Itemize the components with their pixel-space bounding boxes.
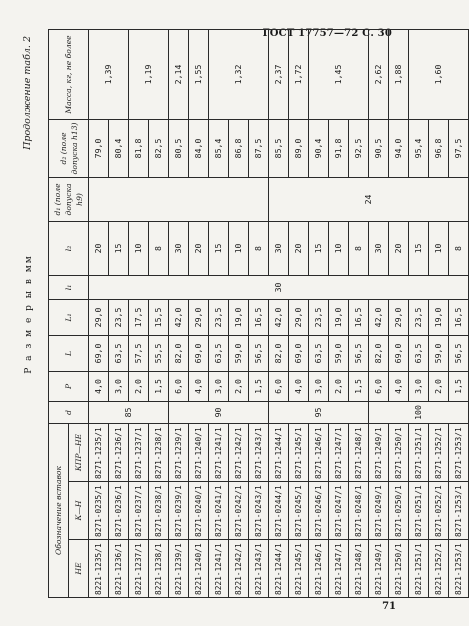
cell-l1: 16,5	[449, 299, 469, 335]
cell-l3: 8	[249, 221, 269, 275]
cell-l1: 15,5	[149, 299, 169, 335]
cell-p: 1,5	[249, 371, 269, 401]
inserts-table	[48, 29, 469, 598]
cell-l: 55,5	[149, 335, 169, 371]
cell-d: 95	[269, 401, 369, 423]
header-group: Обозначение вставок	[49, 423, 69, 597]
cell-l: 63,5	[409, 335, 429, 371]
cell-p: 1,5	[149, 371, 169, 401]
cell-d2: 89,0	[289, 119, 309, 177]
cell-kpr: 8271-1242/1	[229, 423, 249, 481]
cell-l: 59,0	[429, 335, 449, 371]
cell-kpr: 8271-1247/1	[329, 423, 349, 481]
cell-kn: 8271-0250/1	[389, 482, 409, 540]
header-d: d	[49, 401, 89, 423]
cell-l3: 30	[369, 221, 389, 275]
cell-l: 69,0	[289, 335, 309, 371]
cell-mass: 1,55	[189, 29, 209, 119]
cell-mass: 1,19	[129, 29, 169, 119]
cell-ne: 8221-1244/1	[269, 540, 289, 598]
header-d2: d₂ (поле допуска h13)	[49, 119, 89, 177]
cell-l: 69,0	[389, 335, 409, 371]
cell-l1: 42,0	[169, 299, 189, 335]
cell-kpr: 8271-1241/1	[209, 423, 229, 481]
cell-kn: 8271-0248/1	[349, 482, 369, 540]
cell-l: 69,0	[89, 335, 109, 371]
cell-p: 4,0	[89, 371, 109, 401]
cell-l1: 23,5	[209, 299, 229, 335]
cell-kn: 8271-0249/1	[369, 482, 389, 540]
table-row	[269, 29, 289, 597]
cell-mass: 2,37	[269, 29, 289, 119]
cell-ne: 8221-1243/1	[249, 540, 269, 598]
cell-kn: 8271-0246/1	[309, 482, 329, 540]
cell-kpr: 8271-1235/1	[89, 423, 109, 481]
cell-l3: 8	[449, 221, 469, 275]
cell-p: 3,0	[209, 371, 229, 401]
cell-ne: 8221-1251/1	[409, 540, 429, 598]
cell-p: 4,0	[189, 371, 209, 401]
table-head	[49, 29, 89, 597]
cell-l1: 42,0	[369, 299, 389, 335]
cell-kpr: 8271-1245/1	[289, 423, 309, 481]
table-row	[189, 29, 209, 597]
cell-d2: 85,5	[269, 119, 289, 177]
cell-l: 56,5	[249, 335, 269, 371]
cell-l3: 10	[129, 221, 149, 275]
cell-l3: 15	[209, 221, 229, 275]
cell-mass: 1,60	[409, 29, 469, 119]
cell-d2: 80,5	[169, 119, 189, 177]
cell-l: 56,5	[349, 335, 369, 371]
cell-ne: 8221-1242/1	[229, 540, 249, 598]
cell-kpr: 8271-1251/1	[409, 423, 429, 481]
cell-l3: 20	[189, 221, 209, 275]
cell-kpr: 8271-1244/1	[269, 423, 289, 481]
header-l3: l₂	[49, 221, 89, 275]
cell-ne: 8221-1248/1	[349, 540, 369, 598]
table-row	[389, 29, 409, 597]
cell-mass: 1,39	[89, 29, 129, 119]
cell-ne: 8221-1239/1	[169, 540, 189, 598]
cell-d2: 82,5	[149, 119, 169, 177]
cell-l3: 15	[409, 221, 429, 275]
table-row	[289, 29, 309, 597]
cell-d2: 97,5	[449, 119, 469, 177]
cell-kn: 8271-0247/1	[329, 482, 349, 540]
table-row	[169, 29, 189, 597]
header-l1: L₁	[49, 299, 89, 335]
cell-p: 2,0	[229, 371, 249, 401]
cell-p: 3,0	[109, 371, 129, 401]
cell-l: 63,5	[309, 335, 329, 371]
cell-l: 69,0	[189, 335, 209, 371]
cell-d: 100	[369, 401, 469, 423]
header-l: L	[49, 335, 89, 371]
cell-d: 90	[169, 401, 269, 423]
cell-kn: 8271-0236/1	[109, 482, 129, 540]
cell-kn: 8271-0239/1	[169, 482, 189, 540]
cell-d2: 92,5	[349, 119, 369, 177]
cell-l1: 19,0	[229, 299, 249, 335]
cell-p: 2,0	[429, 371, 449, 401]
header-d1: d₁ (поле допуска h9)	[49, 177, 89, 221]
header-kpr: КПР—НЕ	[69, 423, 89, 481]
cell-kn: 8271-0244/1	[269, 482, 289, 540]
table-row	[309, 29, 329, 597]
cell-kpr: 8271-1243/1	[249, 423, 269, 481]
cell-d: 85	[89, 401, 169, 423]
table-row	[409, 29, 429, 597]
cell-l1: 19,0	[329, 299, 349, 335]
cell-l1: 23,5	[109, 299, 129, 335]
cell-l1: 16,5	[349, 299, 369, 335]
cell-mass: 2,14	[169, 29, 189, 119]
header-kn: К—Н	[69, 482, 89, 540]
cell-p: 1,5	[449, 371, 469, 401]
header-ne: НЕ	[69, 540, 89, 598]
cell-mass: 1,88	[389, 29, 409, 119]
cell-kn: 8271-0245/1	[289, 482, 309, 540]
header-p: P	[49, 371, 89, 401]
cell-p: 6,0	[369, 371, 389, 401]
cell-kn: 8271-0243/1	[249, 482, 269, 540]
cell-p: 4,0	[289, 371, 309, 401]
cell-kpr: 8271-1237/1	[129, 423, 149, 481]
cell-kn: 8271-0237/1	[129, 482, 149, 540]
table-row	[129, 29, 149, 597]
cell-kn: 8271-0240/1	[189, 482, 209, 540]
cell-kn: 8271-0252/1	[429, 482, 449, 540]
cell-mass: 1,45	[309, 29, 369, 119]
cell-kn: 8271-0241/1	[209, 482, 229, 540]
cell-ne: 8221-1252/1	[429, 540, 449, 598]
cell-kpr: 8271-1240/1	[189, 423, 209, 481]
cell-p: 3,0	[409, 371, 429, 401]
cell-l: 63,5	[209, 335, 229, 371]
cell-p: 6,0	[269, 371, 289, 401]
cell-ne: 8221-1249/1	[369, 540, 389, 598]
cell-d1: 24	[269, 177, 469, 221]
page-number: 71	[382, 601, 396, 612]
cell-kn: 8271-0251/1	[409, 482, 429, 540]
table-body	[89, 29, 469, 597]
continuation-label: Продолжение табл. 2	[22, 36, 33, 150]
cell-l1: 29,0	[189, 299, 209, 335]
cell-l2: 30	[89, 275, 469, 299]
cell-l3: 10	[329, 221, 349, 275]
cell-l: 57,5	[129, 335, 149, 371]
cell-d2: 86,8	[229, 119, 249, 177]
cell-ne: 8221-1247/1	[329, 540, 349, 598]
cell-l1: 23,5	[309, 299, 329, 335]
cell-kn: 8271-1253/1	[449, 482, 469, 540]
cell-ne: 8221-1245/1	[289, 540, 309, 598]
cell-ne: 8221-1236/1	[109, 540, 129, 598]
cell-mass: 1,72	[289, 29, 309, 119]
cell-p: 2,0	[329, 371, 349, 401]
cell-kpr: 8271-1250/1	[389, 423, 409, 481]
cell-ne: 8221-1238/1	[149, 540, 169, 598]
cell-kpr: 8271-1252/1	[429, 423, 449, 481]
cell-l3: 15	[109, 221, 129, 275]
cell-kpr: 8271-1246/1	[309, 423, 329, 481]
cell-ne: 8221-1235/1	[89, 540, 109, 598]
cell-ne: 8221-1253/1	[449, 540, 469, 598]
table-row	[369, 29, 389, 597]
cell-d2: 95,4	[409, 119, 429, 177]
cell-kpr: 8271-1249/1	[369, 423, 389, 481]
cell-l1: 29,0	[389, 299, 409, 335]
cell-p: 6,0	[169, 371, 189, 401]
cell-d2: 81,8	[129, 119, 149, 177]
cell-kpr: 8271-1238/1	[149, 423, 169, 481]
cell-kpr: 8271-1239/1	[169, 423, 189, 481]
cell-p: 2,0	[129, 371, 149, 401]
cell-kpr: 8271-1236/1	[109, 423, 129, 481]
cell-d2: 84,0	[189, 119, 209, 177]
cell-p: 4,0	[389, 371, 409, 401]
cell-d2: 94,0	[389, 119, 409, 177]
cell-d2: 79,0	[89, 119, 109, 177]
cell-kn: 8271-0238/1	[149, 482, 169, 540]
cell-l: 59,0	[229, 335, 249, 371]
cell-l: 82,0	[369, 335, 389, 371]
cell-d2: 91,8	[329, 119, 349, 177]
cell-d2: 87,5	[249, 119, 269, 177]
cell-kpr: 8271-1248/1	[349, 423, 369, 481]
table-row	[89, 29, 109, 597]
table-row	[209, 29, 229, 597]
cell-l1: 29,0	[289, 299, 309, 335]
cell-l1: 19,0	[429, 299, 449, 335]
cell-l: 63,5	[109, 335, 129, 371]
header-l2: l₁	[49, 275, 89, 299]
cell-l3: 30	[269, 221, 289, 275]
cell-l3: 20	[89, 221, 109, 275]
cell-l: 82,0	[269, 335, 289, 371]
header-mass: Масса, кг, не более	[49, 29, 89, 119]
cell-l1: 42,0	[269, 299, 289, 335]
cell-ne: 8221-1237/1	[129, 540, 149, 598]
cell-l3: 30	[169, 221, 189, 275]
cell-d2: 90,5	[369, 119, 389, 177]
cell-ne: 8221-1246/1	[309, 540, 329, 598]
cell-l1: 17,5	[129, 299, 149, 335]
cell-kn: 8271-0242/1	[229, 482, 249, 540]
cell-l1: 23,5	[409, 299, 429, 335]
cell-l3: 10	[229, 221, 249, 275]
cell-l3: 10	[429, 221, 449, 275]
cell-l1: 16,5	[249, 299, 269, 335]
cell-mass: 2,62	[369, 29, 389, 119]
cell-d2: 90,4	[309, 119, 329, 177]
cell-ne: 8221-1241/1	[209, 540, 229, 598]
cell-l3: 20	[289, 221, 309, 275]
cell-l: 59,0	[329, 335, 349, 371]
sizes-title: Р а з м е р ы в мм	[24, 254, 34, 374]
rotated-table-block	[18, 30, 463, 598]
cell-p: 1,5	[349, 371, 369, 401]
document-header: ГОСТ 17757—72 С. 30	[262, 28, 392, 39]
cell-l3: 20	[389, 221, 409, 275]
cell-l3: 8	[349, 221, 369, 275]
cell-l: 56,5	[449, 335, 469, 371]
cell-d2: 80,4	[109, 119, 129, 177]
cell-d2: 96,8	[429, 119, 449, 177]
cell-l3: 15	[309, 221, 329, 275]
cell-d1	[89, 177, 269, 221]
cell-l: 82,0	[169, 335, 189, 371]
cell-l3: 8	[149, 221, 169, 275]
cell-kn: 8271-0235/1	[89, 482, 109, 540]
cell-d2: 85,4	[209, 119, 229, 177]
cell-kpr: 8271-1253/1	[449, 423, 469, 481]
cell-l1: 29,0	[89, 299, 109, 335]
cell-ne: 8221-1240/1	[189, 540, 209, 598]
cell-p: 3,0	[309, 371, 329, 401]
cell-ne: 8221-1250/1	[389, 540, 409, 598]
cell-mass: 1,32	[209, 29, 269, 119]
